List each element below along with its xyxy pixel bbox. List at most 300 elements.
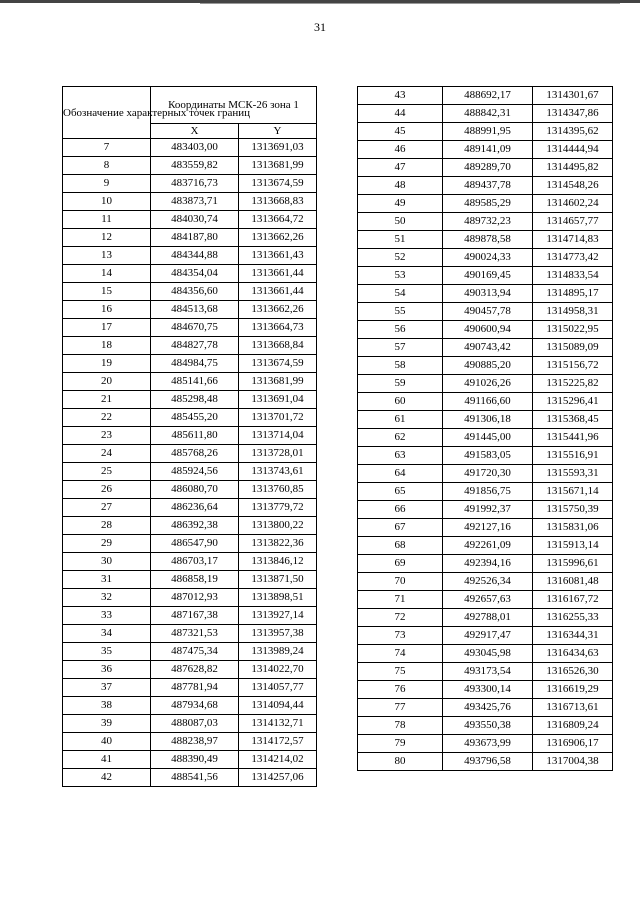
x-coordinate-cell: 488087,03 [151,715,239,733]
y-coordinate-cell: 1314548,26 [533,177,613,195]
table-row [358,735,613,753]
point-number-cell: 64 [358,465,443,483]
x-coordinate-cell: 492526,34 [443,573,533,591]
y-coordinate-cell: 1316081,48 [533,573,613,591]
y-coordinate-cell: 1313674,59 [239,175,317,193]
x-coordinate-cell: 493045,98 [443,645,533,663]
point-number-cell: 74 [358,645,443,663]
table-row [358,699,613,717]
point-number-cell: 59 [358,375,443,393]
point-number-cell: 69 [358,555,443,573]
x-coordinate-cell: 483873,71 [151,193,239,211]
y-coordinate-cell: 1317004,38 [533,753,613,771]
point-number-cell: 8 [63,157,151,175]
point-number-cell: 79 [358,735,443,753]
point-number-cell: 33 [63,607,151,625]
y-coordinate-cell: 1314495,82 [533,159,613,177]
table-row [358,357,613,375]
y-coordinate-cell: 1313846,12 [239,553,317,571]
point-number-cell: 39 [63,715,151,733]
x-coordinate-cell: 485455,20 [151,409,239,427]
point-number-cell: 21 [63,391,151,409]
point-number-cell: 78 [358,717,443,735]
point-number-cell: 72 [358,609,443,627]
table-row [358,105,613,123]
y-coordinate-cell: 1316255,33 [533,609,613,627]
point-number-cell: 25 [63,463,151,481]
point-number-cell: 7 [63,139,151,157]
x-coordinate-cell: 484984,75 [151,355,239,373]
y-coordinate-cell: 1316344,31 [533,627,613,645]
point-number-cell: 23 [63,427,151,445]
x-coordinate-cell: 493425,76 [443,699,533,717]
y-coordinate-cell: 1315671,14 [533,483,613,501]
table-row [358,339,613,357]
x-coordinate-cell: 484030,74 [151,211,239,229]
y-coordinate-cell: 1315022,95 [533,321,613,339]
table-row [63,409,317,427]
point-number-cell: 56 [358,321,443,339]
x-coordinate-cell: 492261,09 [443,537,533,555]
table-row [358,411,613,429]
y-coordinate-cell: 1313662,26 [239,301,317,319]
top-border-line-thin [200,3,620,4]
x-coordinate-cell: 491856,75 [443,483,533,501]
point-number-cell: 50 [358,213,443,231]
y-coordinate-cell: 1313989,24 [239,643,317,661]
y-coordinate-cell: 1314958,31 [533,303,613,321]
y-coordinate-cell: 1313871,50 [239,571,317,589]
table-row [358,753,613,771]
y-coordinate-cell: 1313674,59 [239,355,317,373]
x-coordinate-cell: 488390,49 [151,751,239,769]
table-row [63,733,317,751]
table-row [358,141,613,159]
table-row [63,625,317,643]
table-row [358,555,613,573]
table-row [63,193,317,211]
x-coordinate-cell: 484513,68 [151,301,239,319]
header-coordinates: Координаты МСК-26 зона 1 [151,87,317,124]
y-coordinate-cell: 1314347,86 [533,105,613,123]
x-coordinate-cell: 485298,48 [151,391,239,409]
x-coordinate-cell: 486703,17 [151,553,239,571]
point-number-cell: 54 [358,285,443,303]
y-coordinate-cell: 1314301,67 [533,87,613,105]
y-coordinate-cell: 1315831,06 [533,519,613,537]
table-row [63,463,317,481]
y-coordinate-cell: 1314395,62 [533,123,613,141]
point-number-cell: 42 [63,769,151,787]
point-number-cell: 16 [63,301,151,319]
point-number-cell: 49 [358,195,443,213]
point-number-cell: 41 [63,751,151,769]
page-number: 31 [314,20,326,34]
table-row [63,553,317,571]
point-number-cell: 12 [63,229,151,247]
x-coordinate-cell: 489141,09 [443,141,533,159]
table-row [63,319,317,337]
x-coordinate-cell: 491720,30 [443,465,533,483]
table-row [63,355,317,373]
point-number-cell: 19 [63,355,151,373]
point-number-cell: 29 [63,535,151,553]
x-coordinate-cell: 486547,90 [151,535,239,553]
point-number-cell: 73 [358,627,443,645]
table-row [358,609,613,627]
y-coordinate-cell: 1314057,77 [239,679,317,697]
y-coordinate-cell: 1314132,71 [239,715,317,733]
point-number-cell: 26 [63,481,151,499]
point-number-cell: 51 [358,231,443,249]
point-number-cell: 71 [358,591,443,609]
table-row [63,175,317,193]
x-coordinate-cell: 487628,82 [151,661,239,679]
x-coordinate-cell: 492127,16 [443,519,533,537]
table-row [63,481,317,499]
point-number-cell: 45 [358,123,443,141]
y-coordinate-cell: 1313664,73 [239,319,317,337]
table-row [358,501,613,519]
y-coordinate-cell: 1315368,45 [533,411,613,429]
point-number-cell: 11 [63,211,151,229]
coordinates-table-right [357,86,613,771]
point-number-cell: 28 [63,517,151,535]
y-coordinate-cell: 1314172,57 [239,733,317,751]
y-coordinate-cell: 1313714,04 [239,427,317,445]
table-row [358,195,613,213]
x-coordinate-cell: 492788,01 [443,609,533,627]
header-y: Y [239,124,317,139]
x-coordinate-cell: 486236,64 [151,499,239,517]
y-coordinate-cell: 1313743,61 [239,463,317,481]
point-number-cell: 63 [358,447,443,465]
table-row [63,769,317,787]
point-number-cell: 17 [63,319,151,337]
y-coordinate-cell: 1314444,94 [533,141,613,159]
table-row [63,301,317,319]
y-coordinate-cell: 1314833,54 [533,267,613,285]
x-coordinate-cell: 487012,93 [151,589,239,607]
point-number-cell: 18 [63,337,151,355]
table-row [63,373,317,391]
y-coordinate-cell: 1313779,72 [239,499,317,517]
point-number-cell: 46 [358,141,443,159]
x-coordinate-cell: 490169,45 [443,267,533,285]
x-coordinate-cell: 484827,78 [151,337,239,355]
x-coordinate-cell: 487781,94 [151,679,239,697]
point-number-cell: 20 [63,373,151,391]
table-row [358,303,613,321]
x-coordinate-cell: 484187,80 [151,229,239,247]
y-coordinate-cell: 1316434,63 [533,645,613,663]
x-coordinate-cell: 483403,00 [151,139,239,157]
point-number-cell: 34 [63,625,151,643]
table-row [63,499,317,517]
point-number-cell: 62 [358,429,443,447]
y-coordinate-cell: 1316906,17 [533,735,613,753]
x-coordinate-cell: 493173,54 [443,663,533,681]
y-coordinate-cell: 1315156,72 [533,357,613,375]
y-coordinate-cell: 1313664,72 [239,211,317,229]
x-coordinate-cell: 491583,05 [443,447,533,465]
point-number-cell: 14 [63,265,151,283]
point-number-cell: 65 [358,483,443,501]
y-coordinate-cell: 1314714,83 [533,231,613,249]
table-row [63,229,317,247]
table-row [358,591,613,609]
table-row [63,337,317,355]
x-coordinate-cell: 483716,73 [151,175,239,193]
x-coordinate-cell: 486858,19 [151,571,239,589]
x-coordinate-cell: 485611,80 [151,427,239,445]
y-coordinate-cell: 1313822,36 [239,535,317,553]
point-number-cell: 68 [358,537,443,555]
table-row [63,139,317,157]
table-row [63,391,317,409]
x-coordinate-cell: 490024,33 [443,249,533,267]
y-coordinate-cell: 1315225,82 [533,375,613,393]
x-coordinate-cell: 486392,38 [151,517,239,535]
x-coordinate-cell: 489585,29 [443,195,533,213]
y-coordinate-cell: 1313661,43 [239,247,317,265]
x-coordinate-cell: 488842,31 [443,105,533,123]
y-coordinate-cell: 1315996,61 [533,555,613,573]
x-coordinate-cell: 484354,04 [151,265,239,283]
y-coordinate-cell: 1313691,04 [239,391,317,409]
table-row [63,661,317,679]
point-number-cell: 31 [63,571,151,589]
table-row [63,517,317,535]
coordinates-table-left [62,86,317,787]
x-coordinate-cell: 492657,63 [443,591,533,609]
x-coordinate-cell: 490600,94 [443,321,533,339]
x-coordinate-cell: 492394,16 [443,555,533,573]
x-coordinate-cell: 490885,20 [443,357,533,375]
x-coordinate-cell: 489878,58 [443,231,533,249]
x-coordinate-cell: 483559,82 [151,157,239,175]
y-coordinate-cell: 1316713,61 [533,699,613,717]
table-row [63,715,317,733]
table-row [358,87,613,105]
y-coordinate-cell: 1313691,03 [239,139,317,157]
x-coordinate-cell: 489437,78 [443,177,533,195]
table-row [358,285,613,303]
y-coordinate-cell: 1313701,72 [239,409,317,427]
table-row [358,267,613,285]
table-row [358,645,613,663]
x-coordinate-cell: 493300,14 [443,681,533,699]
x-coordinate-cell: 486080,70 [151,481,239,499]
x-coordinate-cell: 490457,78 [443,303,533,321]
y-coordinate-cell: 1313927,14 [239,607,317,625]
y-coordinate-cell: 1315296,41 [533,393,613,411]
point-number-cell: 38 [63,697,151,715]
y-coordinate-cell: 1314214,02 [239,751,317,769]
x-coordinate-cell: 488991,95 [443,123,533,141]
point-number-cell: 75 [358,663,443,681]
point-number-cell: 70 [358,573,443,591]
y-coordinate-cell: 1314022,70 [239,661,317,679]
table-row [358,177,613,195]
table-row [63,697,317,715]
table-row [358,519,613,537]
x-coordinate-cell: 485768,26 [151,445,239,463]
x-coordinate-cell: 491166,60 [443,393,533,411]
point-number-cell: 53 [358,267,443,285]
y-coordinate-cell: 1313760,85 [239,481,317,499]
table-row [358,375,613,393]
x-coordinate-cell: 491306,18 [443,411,533,429]
point-number-cell: 10 [63,193,151,211]
y-coordinate-cell: 1313800,22 [239,517,317,535]
table-body-right [358,87,613,771]
table-row [358,393,613,411]
y-coordinate-cell: 1313668,83 [239,193,317,211]
point-number-cell: 13 [63,247,151,265]
y-coordinate-cell: 1313662,26 [239,229,317,247]
point-number-cell: 35 [63,643,151,661]
point-number-cell: 57 [358,339,443,357]
table-row [358,717,613,735]
x-coordinate-cell: 489289,70 [443,159,533,177]
x-coordinate-cell: 493673,99 [443,735,533,753]
y-coordinate-cell: 1316167,72 [533,591,613,609]
y-coordinate-cell: 1314094,44 [239,697,317,715]
point-number-cell: 30 [63,553,151,571]
point-number-cell: 40 [63,733,151,751]
table-row [63,571,317,589]
table-row [358,681,613,699]
point-number-cell: 48 [358,177,443,195]
point-number-cell: 9 [63,175,151,193]
x-coordinate-cell: 488238,97 [151,733,239,751]
y-coordinate-cell: 1313898,51 [239,589,317,607]
point-number-cell: 15 [63,283,151,301]
x-coordinate-cell: 491992,37 [443,501,533,519]
point-number-cell: 44 [358,105,443,123]
header-point-designation: Обозначение характерных точек границ [63,87,151,139]
table-row [63,283,317,301]
x-coordinate-cell: 484356,60 [151,283,239,301]
table-row [63,751,317,769]
header-x: X [151,124,239,139]
point-number-cell: 60 [358,393,443,411]
y-coordinate-cell: 1313728,01 [239,445,317,463]
point-number-cell: 37 [63,679,151,697]
point-number-cell: 66 [358,501,443,519]
point-number-cell: 55 [358,303,443,321]
y-coordinate-cell: 1315750,39 [533,501,613,519]
point-number-cell: 27 [63,499,151,517]
table-row [63,265,317,283]
point-number-cell: 80 [358,753,443,771]
table-row [358,429,613,447]
point-number-cell: 47 [358,159,443,177]
point-number-cell: 22 [63,409,151,427]
point-number-cell: 67 [358,519,443,537]
table-row [63,157,317,175]
x-coordinate-cell: 492917,47 [443,627,533,645]
x-coordinate-cell: 491026,26 [443,375,533,393]
y-coordinate-cell: 1315913,14 [533,537,613,555]
table-row [358,537,613,555]
table-row [63,535,317,553]
y-coordinate-cell: 1315441,96 [533,429,613,447]
table-row [358,627,613,645]
table-row [63,607,317,625]
point-number-cell: 58 [358,357,443,375]
y-coordinate-cell: 1313681,99 [239,373,317,391]
table-row [358,483,613,501]
y-coordinate-cell: 1316526,30 [533,663,613,681]
y-coordinate-cell: 1314895,17 [533,285,613,303]
y-coordinate-cell: 1314257,06 [239,769,317,787]
x-coordinate-cell: 484670,75 [151,319,239,337]
y-coordinate-cell: 1315089,09 [533,339,613,357]
x-coordinate-cell: 488692,17 [443,87,533,105]
y-coordinate-cell: 1314657,77 [533,213,613,231]
point-number-cell: 36 [63,661,151,679]
point-number-cell: 61 [358,411,443,429]
table-row [358,213,613,231]
table-row [63,643,317,661]
y-coordinate-cell: 1313957,38 [239,625,317,643]
table-row [63,589,317,607]
x-coordinate-cell: 491445,00 [443,429,533,447]
table-row [63,211,317,229]
table-row [358,447,613,465]
table-row [358,123,613,141]
x-coordinate-cell: 487934,68 [151,697,239,715]
x-coordinate-cell: 490313,94 [443,285,533,303]
point-number-cell: 43 [358,87,443,105]
point-number-cell: 24 [63,445,151,463]
x-coordinate-cell: 487321,53 [151,625,239,643]
y-coordinate-cell: 1315516,91 [533,447,613,465]
table-row [358,159,613,177]
table-row [358,465,613,483]
point-number-cell: 32 [63,589,151,607]
x-coordinate-cell: 487167,38 [151,607,239,625]
table-row [63,445,317,463]
table-row [63,679,317,697]
x-coordinate-cell: 487475,34 [151,643,239,661]
y-coordinate-cell: 1316809,24 [533,717,613,735]
table-row [63,427,317,445]
y-coordinate-cell: 1314773,42 [533,249,613,267]
table-row [63,247,317,265]
x-coordinate-cell: 489732,23 [443,213,533,231]
y-coordinate-cell: 1313681,99 [239,157,317,175]
y-coordinate-cell: 1313661,44 [239,283,317,301]
table-row [358,321,613,339]
x-coordinate-cell: 485141,66 [151,373,239,391]
table-body-left [63,139,317,787]
table-row [358,249,613,267]
y-coordinate-cell: 1314602,24 [533,195,613,213]
y-coordinate-cell: 1316619,29 [533,681,613,699]
point-number-cell: 77 [358,699,443,717]
x-coordinate-cell: 485924,56 [151,463,239,481]
table-row [358,663,613,681]
x-coordinate-cell: 490743,42 [443,339,533,357]
x-coordinate-cell: 493550,38 [443,717,533,735]
point-number-cell: 52 [358,249,443,267]
point-number-cell: 76 [358,681,443,699]
y-coordinate-cell: 1315593,31 [533,465,613,483]
x-coordinate-cell: 493796,58 [443,753,533,771]
